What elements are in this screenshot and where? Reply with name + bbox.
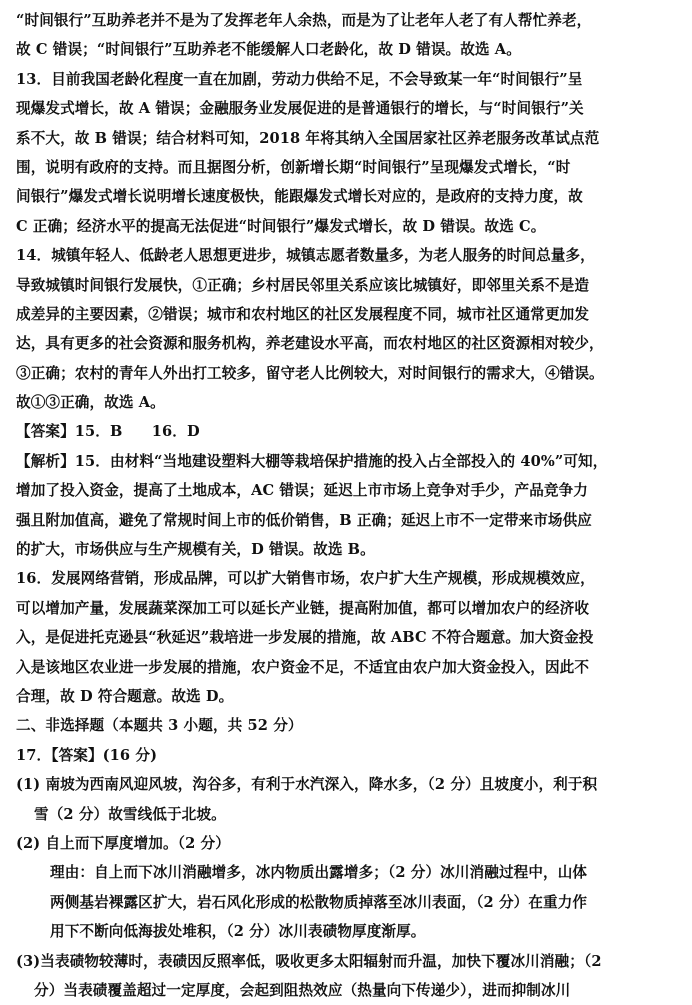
text-line: C 正确；经济水平的提高无法促进“时间银行”爆发式增长，故 D 错误。故选 C。 xyxy=(16,217,546,235)
text-line: (2) 自上而下厚度增加。（2 分） xyxy=(16,834,230,852)
text-line: 合理，故 D 符合题意。故选 D。 xyxy=(16,687,234,705)
text-line: 雪（2 分）故雪线低于北坡。 xyxy=(34,805,226,823)
text-line: (1) 南坡为西南风迎风坡，沟谷多，有利于水汽深入，降水多，（2 分）且坡度小，利于积 xyxy=(16,776,598,794)
text-line: 13．目前我国老龄化程度一直在加剧，劳动力供给不足，不会导致某一年“时间银行”呈 xyxy=(16,70,583,88)
text-line: 二、非选择题（本题共 3 小题，共 52 分） xyxy=(16,717,303,735)
answer-text-body xyxy=(16,6,680,1005)
text-line: 14．城镇年轻人、低龄老人思想更进步，城镇志愿者数量多，为老人服务的时间总量多， xyxy=(16,247,595,265)
text-line: 的扩大，市场供应与生产规模有关，D 错误。故选 B。 xyxy=(16,541,375,559)
text-line: 两侧基岩裸露区扩大，岩石风化形成的松散物质掉落至冰川表面，（2 分）在重力作 xyxy=(50,893,588,911)
text-line: 现爆发式增长，故 A 错误；金融服务业发展促进的是普通银行的增长，与“时间银行”关 xyxy=(16,100,584,118)
text-line: 间银行”爆发式增长说明增长速度极快，能跟爆发式增长对应的，是政府的支持力度，故 xyxy=(16,188,583,206)
text-line: 理由：自上而下冰川消融增多，冰内物质出露增多；（2 分）冰川消融过程中，山体 xyxy=(50,864,588,882)
text-line: 成差异的主要因素，②错误；城市和农村地区的社区发展程度不同，城市社区通常更加发 xyxy=(16,305,590,323)
text-line: 故①③正确，故选 A。 xyxy=(16,394,165,412)
text-line: 16．发展网络营销，形成品牌，可以扩大销售市场，农户扩大生产规模，形成规模效应， xyxy=(16,570,595,588)
text-line: 围，说明有政府的支持。而且据图分析，创新增长期“时间银行”呈现爆发式增长，“时 xyxy=(16,158,571,176)
text-line: 【解析】15．由材料“当地建设塑料大棚等栽培保护措施的投入占全部投入的 40%”可知， xyxy=(16,452,608,470)
text-line: 入是该地区农业进一步发展的措施，农户资金不足，不适宜由农户加大资金投入，因此不 xyxy=(16,658,590,676)
text-line: 达，具有更多的社会资源和服务机构，养老建设水平高，而农村地区的社区资源相对较少， xyxy=(16,335,604,353)
text-line: 可以增加产量，发展蔬菜深加工可以延长产业链，提高附加值，都可以增加农户的经济收 xyxy=(16,599,590,617)
text-line: 用下不断向低海拔处堆积，（2 分）冰川表碛物厚度渐厚。 xyxy=(50,923,426,941)
text-line: 17．【答案】(16 分) xyxy=(16,746,158,764)
text-line: 入，是促进托克逊县“秋延迟”栽培进一步发展的措施，故 ABC 不符合题意。加大资金投 xyxy=(16,629,594,647)
text-line: “时间银行”互助养老并不是为了发挥老年人余热，而是为了让老年人老了有人帮忙养老， xyxy=(16,12,592,29)
text-line: 【答案】15．B 16．D xyxy=(16,423,200,441)
text-line: ③正确；农村的青年人外出打工较多，留守老人比例较大，对时间银行的需求大，④错误。 xyxy=(16,364,604,382)
document-page xyxy=(16,6,680,1005)
text-line: 强且附加值高，避免了常规时间上市的低价销售，B 正确；延迟上市不一定带来市场供应 xyxy=(16,511,592,529)
text-line: 导致城镇时间银行发展快，①正确；乡村居民邻里关系应该比城镇好，即邻里关系不是造 xyxy=(16,276,590,294)
text-line: 分）当表碛覆盖超过一定厚度，会起到阻热效应（热量向下传递少），进而抑制冰川 xyxy=(34,981,571,999)
text-line: 故 C 错误；“时间银行”互助养老不能缓解人口老龄化，故 D 错误。故选 A。 xyxy=(16,41,521,59)
text-line: 增加了投入资金，提高了土地成本，AC 错误；延迟上市市场上竞争对手少，产品竞争力 xyxy=(16,482,588,500)
text-line: 系不大，故 B 错误；结合材料可知，2018 年将其纳入全国居家社区养老服务改革试点范 xyxy=(16,129,600,147)
text-line: (3)当表碛物较薄时，表碛因反照率低，吸收更多太阳辐射而升温，加快下覆冰川消融；（2 xyxy=(16,952,602,970)
